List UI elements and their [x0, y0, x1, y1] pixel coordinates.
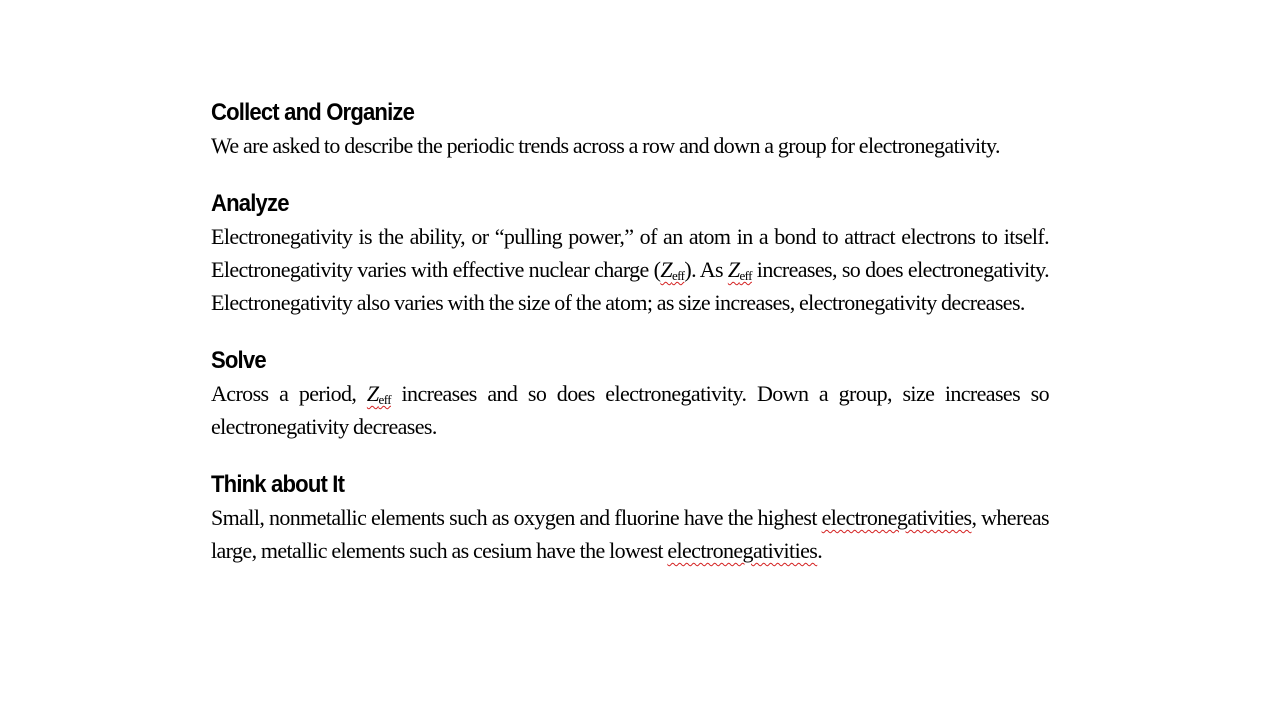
section-solve [211, 345, 1049, 443]
eff-subscript: eff [671, 268, 685, 283]
eff-subscript: eff [739, 268, 752, 283]
body-text: ). As [684, 257, 728, 282]
spellcheck-flagged-word: electronegativities [821, 505, 972, 530]
body-text: Electronegativity is the ability, or “pulling power,” of an atom in a bond to attract electrons to itself. Electronegativity varies with effective nuclear charge ( [211, 224, 1049, 282]
body-text: , whereas large, metallic elements such as cesium have the lowest [211, 505, 1049, 563]
body-text: We are asked to describe the periodic trends across a row and down a group for electronegativity. [211, 133, 1000, 158]
section-heading: Solve [211, 347, 266, 374]
z-eff-symbol [728, 257, 752, 282]
section-think-about-it [211, 469, 1049, 567]
section-heading: Analyze [211, 190, 289, 217]
body-text: increases, so does electronegativity. Electronegativity also varies with the size of the atom; as size increases, electronegativity decreases. [211, 257, 1049, 315]
section-body [211, 129, 1049, 162]
section-analyze [211, 188, 1049, 319]
z-eff-symbol [660, 257, 684, 282]
z-letter: Z [366, 381, 379, 406]
section-body [211, 501, 1049, 567]
z-letter: Z [660, 257, 672, 282]
z-eff-symbol [367, 381, 391, 406]
z-letter: Z [727, 257, 740, 282]
spellcheck-flagged-word: electronegativities [667, 538, 818, 563]
section-body [211, 377, 1049, 443]
section-collect-and-organize [211, 97, 1049, 162]
section-body [211, 220, 1049, 319]
body-text: . [817, 538, 823, 563]
body-text: Small, nonmetallic elements such as oxygen and fluorine have the highest [211, 505, 822, 530]
section-heading: Think about It [211, 471, 345, 498]
eff-subscript: eff [378, 392, 391, 407]
section-heading: Collect and Organize [211, 99, 415, 126]
document-content [211, 97, 1049, 567]
body-text: Across a period, [211, 381, 367, 406]
body-text: increases and so does electronegativity. Down a group, size increases so electronegativity decreases. [211, 381, 1049, 439]
